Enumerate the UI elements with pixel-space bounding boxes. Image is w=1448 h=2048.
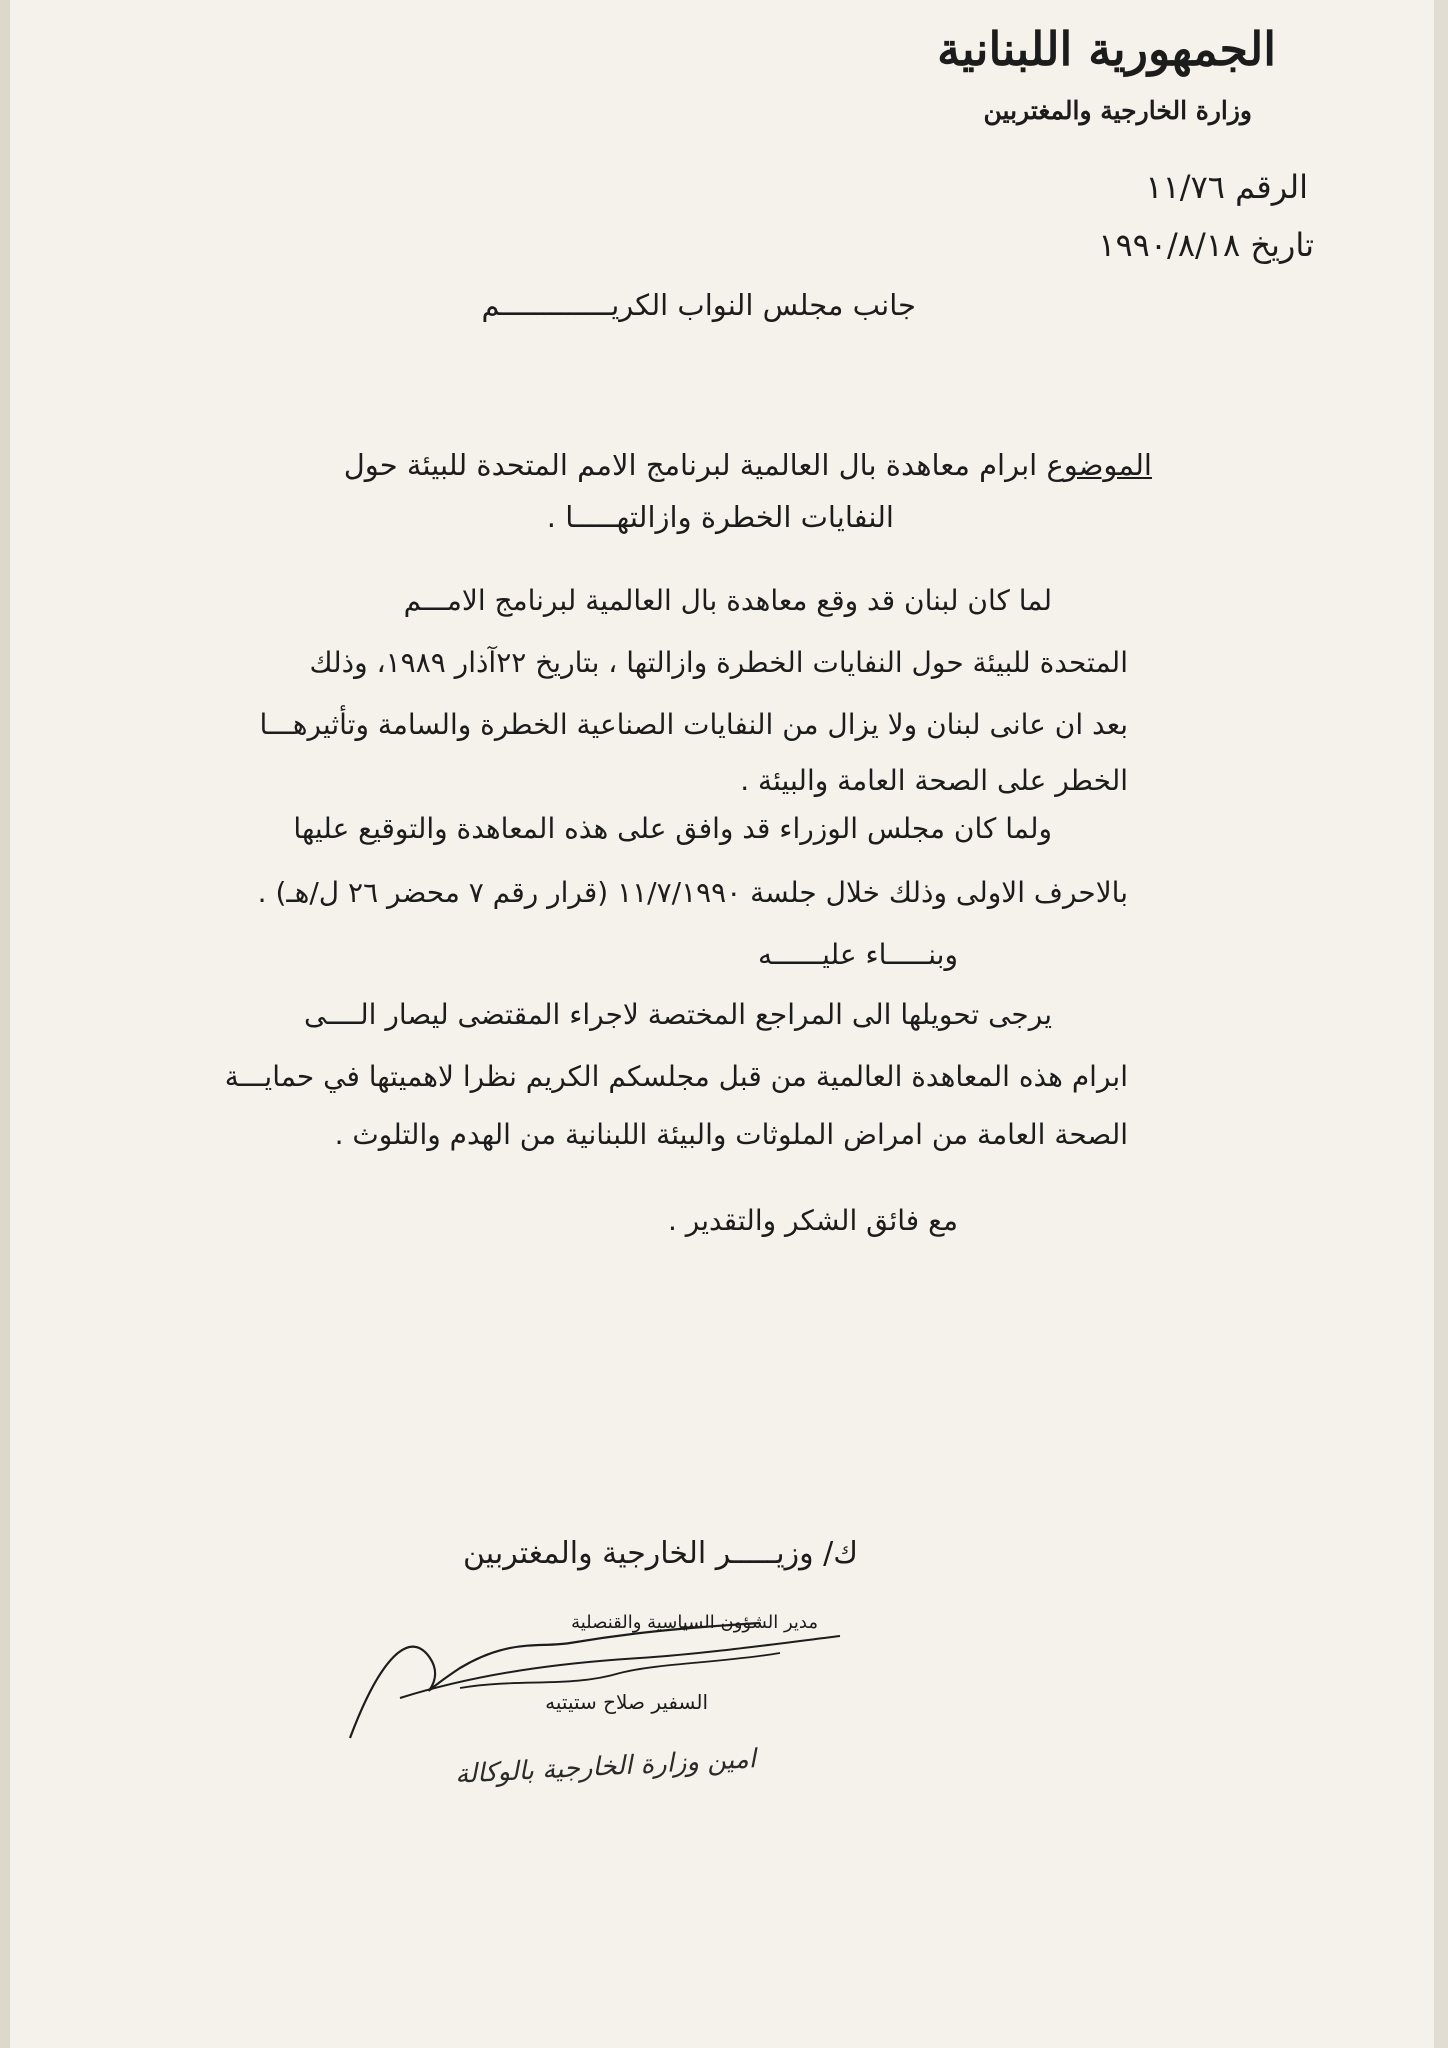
handwritten-note: امين وزارة الخارجية بالوكالة: [454, 1744, 757, 1790]
body-p4-line3: الصحة العامة من امراض الملوثات والبيئة اللبنانية من الهدم والتلوث .: [334, 1118, 1128, 1151]
body-p1-line4: الخطر على الصحة العامة والبيئة .: [740, 764, 1128, 797]
director-title: مدير الشؤون السياسية والقنصلية: [571, 1612, 818, 1633]
body-p3: وبنـــــاء عليــــــه: [757, 938, 958, 971]
page-left-edge: [0, 0, 10, 2048]
body-p1-line3: بعد ان عانى لبنان ولا يزال من النفايات الصناعية الخطرة والسامة وتأثيرهـــا: [259, 708, 1128, 741]
body-p4-line1: يرجى تحويلها الى المراجع المختصة لاجراء المقتضى ليصار الــــى: [303, 998, 1052, 1031]
signature-image: [340, 1618, 860, 1748]
reference-number: [1145, 168, 1308, 206]
body-p1-line2: المتحدة للبيئة حول النفايات الخطرة وازالتها ، بتاريخ ٢٢آذار ١٩٨٩، وذلك: [309, 646, 1128, 679]
addressee: جانب مجلس النواب الكريـــــــــــــم: [481, 288, 916, 322]
reference-date-label: تاريخ: [1250, 226, 1314, 264]
ambassador-name: السفير صلاح ستيتيه: [545, 1690, 708, 1714]
page-right-edge: [1434, 0, 1448, 2048]
subject-line-1: [344, 448, 1152, 482]
body-p2-line2: بالاحرف الاولى وذلك خلال جلسة ١١/٧/١٩٩٠ (قرار رقم ٧ محضر ٢٦ ل/هـ) .: [257, 876, 1128, 909]
minister-title: ك/ وزيـــــر الخارجية والمغتربين: [462, 1536, 858, 1571]
subject-text-1: ابرام معاهدة بال العالمية لبرنامج الامم المتحدة للبيئة حول: [343, 448, 1038, 482]
subject-line-2: النفايات الخطرة وازالتهـــــا .: [546, 500, 894, 534]
reference-number-label: الرقم: [1235, 168, 1308, 206]
reference-number-value: ١١/٧٦: [1145, 168, 1225, 206]
body-p4-line2: ابرام هذه المعاهدة العالمية من قبل مجلسكم الكريم نظرا لاهميتها في حمايـــة: [224, 1060, 1128, 1093]
letterhead-title: الجمهورية اللبنانية: [937, 22, 1276, 76]
body-p2-line1: ولما كان مجلس الوزراء قد وافق على هذه المعاهدة والتوقيع عليها: [293, 812, 1052, 845]
reference-date: [1098, 226, 1314, 264]
closing-line: مع فائق الشكر والتقدير .: [667, 1204, 958, 1237]
letterhead-subtitle: وزارة الخارجية والمغتربين: [983, 96, 1252, 125]
body-p1-line1: لما كان لبنان قد وقع معاهدة بال العالمية لبرنامج الامـــم: [403, 584, 1052, 617]
reference-date-value: ١٩٩٠/٨/١٨: [1098, 226, 1241, 264]
subject-label: الموضوع: [1046, 448, 1152, 482]
